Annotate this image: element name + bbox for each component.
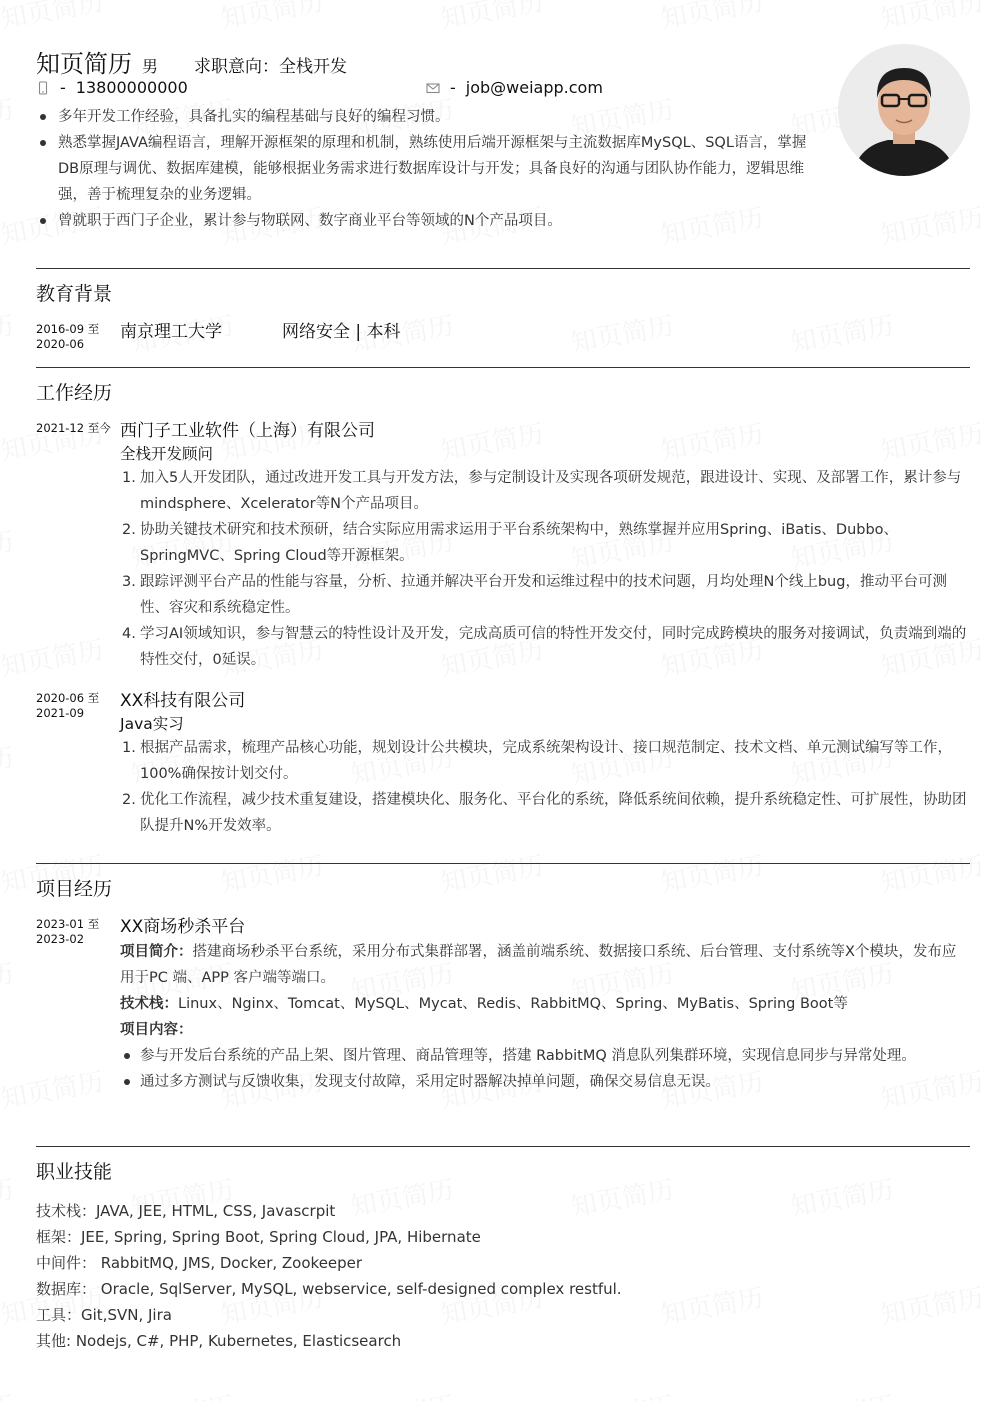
list-item: 2. 优化工作流程，减少技术重复建设，搭建模块化、服务化、平台化的系统，降低系统间依赖，提升系统稳定性、可扩展性，协助团队提升N%开发效率。 — [122, 792, 967, 834]
skill-line: 工具：Git,SVN, Jira — [36, 1306, 172, 1324]
summary-item: 曾就职于西门子企业，累计参与物联网、数字商业平台等领域的N个产品项目。 — [36, 208, 821, 234]
date-end: 2023-02 — [36, 932, 85, 946]
date-start: 2016-09 至 — [36, 322, 100, 336]
date-end: 2021-09 — [36, 706, 85, 720]
project-intro-label: 项目简介： — [120, 944, 193, 960]
list-item: 4. 学习AI领域知识，参与智慧云的特性设计及开发，完成高质可信的特性开发交付，同时完成跨模块的服务对接调试，负责端到端的特性交付，0延误。 — [122, 626, 967, 668]
phone-separator: - — [60, 78, 66, 97]
email-contact — [426, 78, 603, 97]
project-stack-text: Linux、Nginx、Tomcat、MySQL、Mycat、Redis、RabbitMQ、Spring、MyBatis、Spring Boot等 — [178, 996, 848, 1012]
skill-line: 框架：JEE, Spring, Spring Boot, Spring Cloud, JPA, Hibernate — [36, 1228, 481, 1246]
section-divider — [36, 268, 970, 269]
watermark-text — [0, 953, 16, 1008]
email-address[interactable]: job@weiapp.com — [465, 78, 603, 97]
candidate-gender: 男 — [142, 57, 159, 76]
watermark-text — [0, 89, 16, 144]
summary-list — [36, 104, 821, 234]
skills-section — [36, 1146, 970, 1354]
watermark-text — [0, 737, 16, 792]
watermark-text — [0, 1385, 16, 1401]
name-row — [36, 44, 347, 79]
skill-line: 技术栈：JAVA, JEE, HTML, CSS, Javascrpit — [36, 1202, 336, 1220]
section-divider — [36, 863, 970, 864]
watermark-text — [0, 305, 16, 360]
section-title: 工作经历 — [36, 382, 113, 404]
watermark-text — [0, 1169, 16, 1224]
avatar-photo-icon — [838, 44, 970, 176]
entry-body — [120, 419, 970, 673]
mail-icon — [426, 81, 440, 95]
work-section — [36, 367, 970, 839]
projects-section — [36, 863, 970, 1095]
project-content-label: 项目内容： — [120, 1022, 193, 1038]
education-row — [120, 320, 970, 344]
education-section — [36, 268, 970, 351]
project-name: XX商场秒杀平台 — [120, 917, 246, 937]
date-start: 2023-01 至 — [36, 917, 100, 931]
entry-date — [36, 421, 116, 436]
work-entry — [36, 419, 970, 673]
education-entry — [36, 320, 970, 351]
section-divider — [36, 1146, 970, 1147]
resume-header — [36, 0, 970, 240]
project-content — [120, 1017, 970, 1043]
work-points — [120, 465, 970, 673]
work-entry — [36, 689, 970, 839]
section-title: 职业技能 — [36, 1161, 113, 1183]
date-end: 2020-06 — [36, 337, 85, 351]
list-item-text: 根据产品需求，梳理产品核心功能，规划设计公共模块，完成系统架构设计、接口规范制定、技术文档、单元测试编写等工作，100%确保按计划交付。 — [140, 740, 952, 782]
entry-body — [120, 320, 970, 344]
list-item: 2. 协助关键技术研究和技术预研，结合实际应用需求运用于平台系统架构中，熟练掌握并应用Spring、iBatis、Dubbo、SpringMVC、Spring Cloud等开源框架。 — [122, 522, 899, 564]
list-item-text: 跟踪评测平台产品的性能与容量，分析、拉通并解决平台开发和运维过程中的技术问题，月均处理N个线上bug，推动平台可测性、容灾和系统稳定性。 — [140, 574, 947, 616]
list-item-text: 加入5人开发团队，通过改进开发工具与开发方法，参与定制设计及实现各项研发规范，跟进设计、实现、及部署工作，累计参与mindsphere、Xcelerator等N个产品项目。 — [140, 470, 962, 512]
watermark-text — [0, 521, 16, 576]
school-name: 南京理工大学 — [120, 322, 222, 342]
job-intent: 求职意向：全栈开发 — [194, 57, 348, 77]
job-role: 全栈开发顾问 — [120, 445, 214, 463]
company-name: 西门子工业软件（上海）有限公司 — [120, 421, 375, 441]
list-item: 1. 根据产品需求，梳理产品核心功能，规划设计公共模块，完成系统架构设计、接口规范制定、技术文档、单元测试编写等工作，100%确保按计划交付。 — [122, 740, 952, 782]
section-title: 教育背景 — [36, 283, 113, 305]
list-item-text: 协助关键技术研究和技术预研，结合实际应用需求运用于平台系统架构中，熟练掌握并应用Spring、iBatis、Dubbo、SpringMVC、Spring Cloud等开源框架。 — [140, 522, 899, 564]
resume-page — [36, 0, 970, 1350]
list-item-text: 优化工作流程，减少技术重复建设，搭建模块化、服务化、平台化的系统，降低系统间依赖，提升系统稳定性、可扩展性，协助团队提升N%开发效率。 — [140, 792, 967, 834]
date-start: 2020-06 至 — [36, 691, 100, 705]
list-item: 3. 跟踪评测平台产品的性能与容量，分析、拉通并解决平台开发和运维过程中的技术问题，月均处理N个线上bug，推动平台可测性、容灾和系统稳定性。 — [122, 574, 947, 616]
major: 网络安全 | 本科 — [282, 322, 401, 342]
phone-number[interactable]: 13800000000 — [75, 78, 188, 97]
work-points — [120, 735, 970, 839]
project-intro-text: 搭建商场秒杀平台系统，采用分布式集群部署，涵盖前端系统、数据接口系统、后台管理、支付系统等X个模块，发布应用于PC 端、APP 客户端等端口。 — [120, 944, 957, 986]
section-title: 项目经历 — [36, 878, 113, 900]
entry-date — [36, 322, 116, 352]
project-stack — [120, 991, 970, 1017]
phone-contact — [36, 78, 188, 97]
company-name: XX科技有限公司 — [120, 691, 246, 711]
email-separator: - — [450, 78, 456, 97]
date-start: 2021-12 至今 — [36, 421, 111, 435]
watermark-text — [348, 1385, 457, 1401]
list-item: 参与开发后台系统的产品上架、图片管理、商品管理等，搭建 RabbitMQ 消息队列集群环境，实现信息同步与异常处理。 — [120, 1043, 970, 1069]
list-item-text: 学习AI领域知识，参与智慧云的特性设计及开发，完成高质可信的特性开发交付，同时完成跨模块的服务对接调试，负责端到端的特性交付，0延误。 — [140, 626, 967, 668]
skill-line: 其他: Nodejs, C#, PHP, Kubernetes, Elasticsearch — [36, 1332, 402, 1350]
list-item: 1. 加入5人开发团队，通过改进开发工具与开发方法，参与定制设计及实现各项研发规范，跟进设计、实现、及部署工作，累计参与mindsphere、Xcelerator等N个产品项目。 — [122, 470, 962, 512]
summary-item: 多年开发工作经验，具备扎实的编程基础与良好的编程习惯。 — [36, 104, 821, 130]
candidate-name: 知页简历 — [36, 50, 132, 78]
entry-date — [36, 691, 116, 721]
entry-date — [36, 917, 116, 947]
section-divider — [36, 367, 970, 368]
watermark-text — [568, 1385, 677, 1401]
watermark-text — [788, 1385, 897, 1401]
watermark-text — [128, 1385, 237, 1401]
skills-list — [36, 1198, 970, 1354]
list-item: 通过多方测试与反馈收集，发现支付故障，采用定时器解决掉单问题，确保交易信息无误。 — [120, 1069, 970, 1095]
phone-icon — [36, 81, 50, 95]
skill-line: 数据库： Oracle, SqlServer, MySQL, webservice, self-designed complex restful. — [36, 1280, 622, 1298]
summary-item: 熟悉掌握JAVA编程语言，理解开源框架的原理和机制，熟练使用后端开源框架与主流数据库MySQL、SQL语言，掌握DB原理与调优、数据库建模，能够根据业务需求进行数据库设计与开发；具备良好的沟通与团队协作能力，逻辑思维强，善于梳理复杂的业务逻辑。 — [36, 130, 821, 208]
project-stack-label: 技术栈： — [120, 996, 178, 1012]
project-intro — [120, 939, 970, 991]
entry-body — [120, 915, 970, 1095]
job-role: Java实习 — [120, 715, 184, 733]
project-points — [120, 1043, 970, 1095]
project-entry — [36, 915, 970, 1095]
skill-line: 中间件： RabbitMQ, JMS, Docker, Zookeeper — [36, 1254, 363, 1272]
avatar — [838, 44, 970, 176]
entry-body — [120, 689, 970, 839]
